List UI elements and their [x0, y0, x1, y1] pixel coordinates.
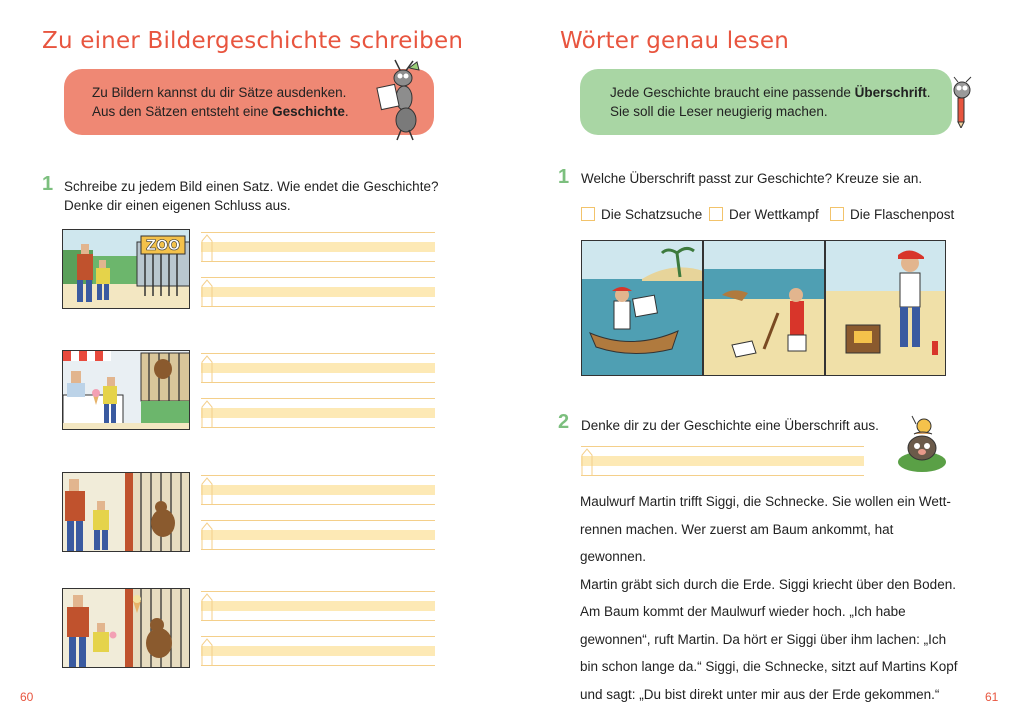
left-info-line-1: Zu Bildern kannst du dir Sätze ausdenken. — [92, 85, 347, 100]
right-info-line-2: Sie soll die Leser neugierig machen. — [610, 104, 828, 119]
writing-line[interactable] — [201, 520, 435, 550]
right-info-line-1: Jede Geschichte braucht eine passende Überschrift. — [610, 85, 931, 100]
right-task-2-text: Denke dir zu der Geschichte eine Überschrift aus. — [581, 418, 879, 433]
headline-writing-line[interactable] — [581, 446, 864, 476]
right-task-2-number: 2 — [558, 411, 570, 433]
writing-line[interactable] — [201, 398, 435, 428]
option-flaschenpost[interactable]: Die Flaschenpost — [830, 207, 954, 222]
option-wettkampf[interactable]: Der Wettkampf — [709, 207, 819, 222]
story-picture-1 — [62, 229, 190, 309]
left-task-1-number: 1 — [42, 173, 54, 195]
checkbox[interactable] — [581, 207, 595, 221]
checkbox[interactable] — [830, 207, 844, 221]
right-info-box — [580, 69, 952, 135]
checkbox[interactable] — [709, 207, 723, 221]
right-page-title: Wörter genau lesen — [560, 28, 790, 54]
left-page-title: Zu einer Bildergeschichte schreiben — [42, 28, 464, 54]
writing-line[interactable] — [201, 353, 435, 383]
writing-line[interactable] — [201, 232, 435, 262]
story-picture-4 — [62, 588, 190, 668]
story-line: Am Baum kommt der Maulwurf wieder hoch. „Ich habe — [580, 604, 906, 619]
story-line: bin schon lange da.“ Siggi, die Schnecke, sitzt auf Martins Kopf — [580, 659, 958, 674]
story-line: Maulwurf Martin trifft Siggi, die Schnecke. Sie wollen ein Wett- — [580, 494, 951, 509]
story-picture-3 — [62, 472, 190, 552]
right-task-1-number: 1 — [558, 166, 570, 188]
left-task-1-text: Schreibe zu jedem Bild einen Satz. Wie endet die Geschichte? Denke dir einen eigenen Schluss aus. — [64, 179, 439, 213]
story-line: und sagt: „Du bist direkt unter mir aus der Erde gekommen.“ — [580, 686, 940, 702]
story-line: rennen machen. Wer zuerst am Baum ankommt, hat gewonnen. — [580, 521, 894, 564]
left-page-number: 60 — [20, 690, 34, 704]
option-schatzsuche[interactable]: Die Schatzsuche — [581, 207, 702, 222]
left-info-line-2: Aus den Sätzen entsteht eine Geschichte. — [92, 104, 349, 119]
writing-line[interactable] — [201, 591, 435, 621]
right-task-1-text: Welche Überschrift passt zur Geschichte? Kreuze sie an. — [581, 171, 923, 186]
ant-mascot-icon — [373, 58, 433, 142]
story-text — [580, 488, 960, 708]
writing-line[interactable] — [201, 475, 435, 505]
bug-mascot-icon — [944, 76, 978, 128]
story-line: Martin gräbt sich durch die Erde. Siggi kriecht über den Boden. — [580, 576, 956, 592]
pirate-story-picture — [581, 240, 946, 376]
zoo-sign: ZOO — [146, 238, 180, 254]
right-page-number: 61 — [985, 690, 999, 704]
story-picture-2 — [62, 350, 190, 430]
story-line: gewonnen“, ruft Martin. Da hört er Siggi über ihm lachen: „Ich — [580, 631, 947, 647]
writing-line[interactable] — [201, 277, 435, 307]
mole-snail-icon — [896, 410, 948, 472]
writing-line[interactable] — [201, 636, 435, 666]
